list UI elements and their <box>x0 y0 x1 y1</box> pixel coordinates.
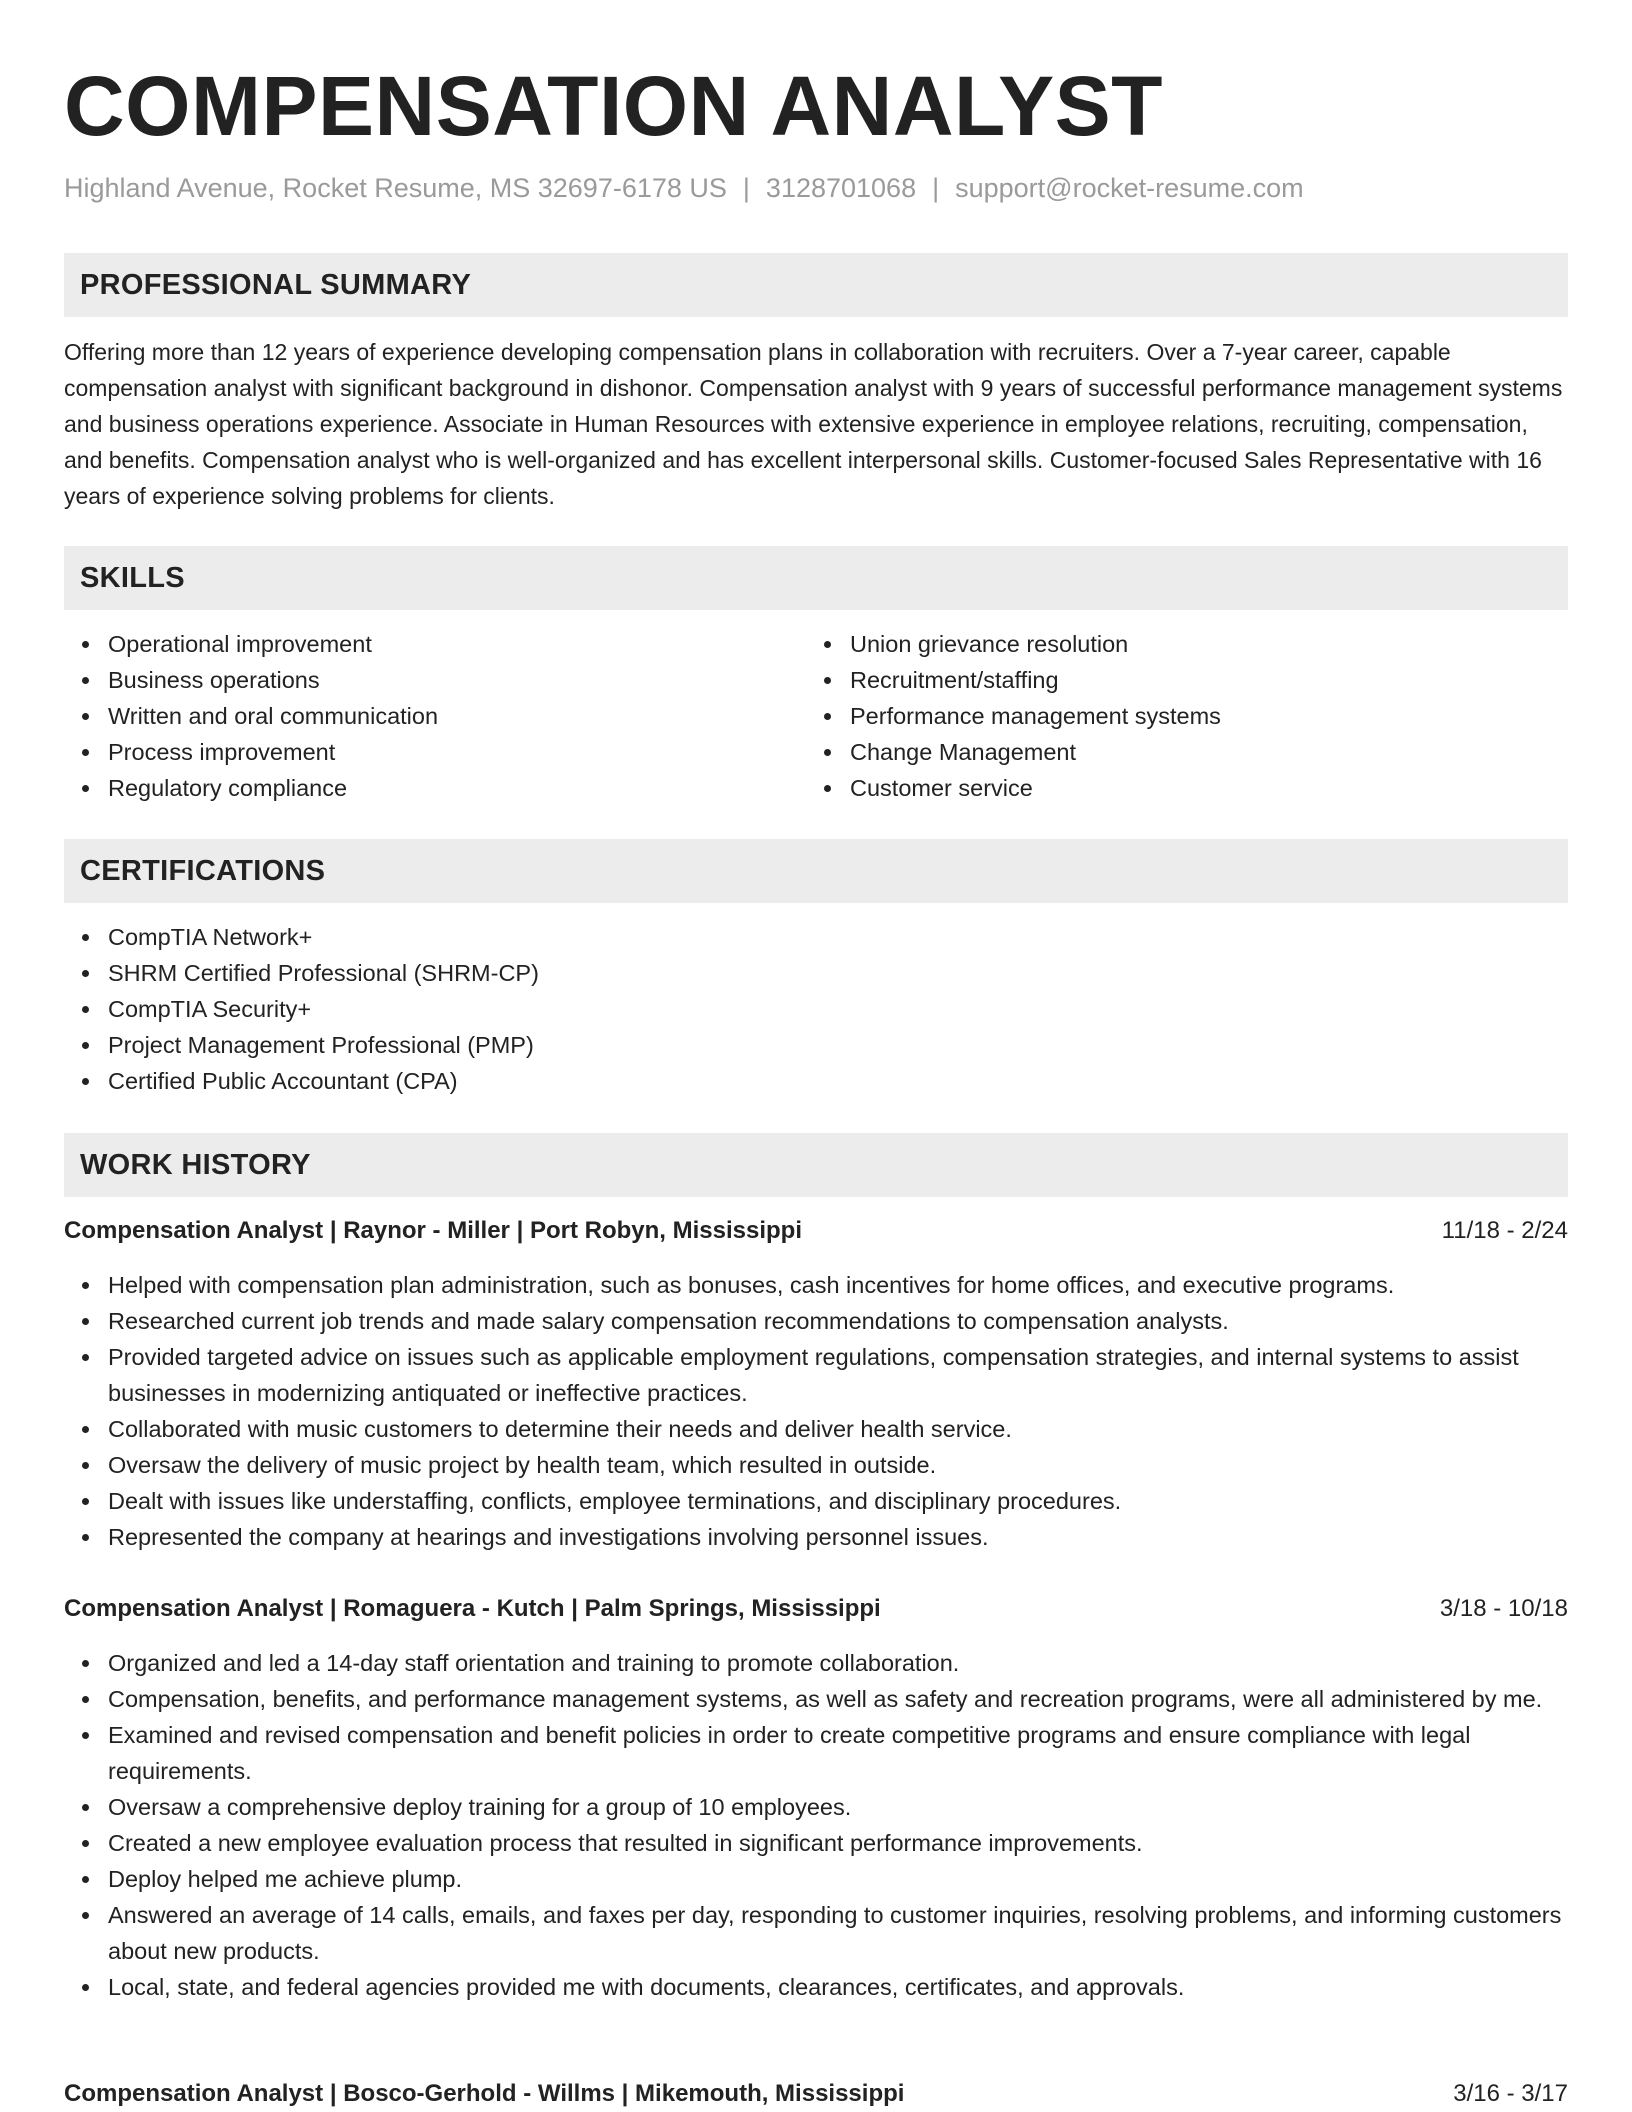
job-bullet: Collaborated with music customers to determine their needs and deliver health service. <box>108 1411 1568 1447</box>
certification-item: SHRM Certified Professional (SHRM-CP) <box>108 955 1508 991</box>
contact-email: support@rocket-resume.com <box>955 173 1304 203</box>
job-bullet: Oversaw a comprehensive deploy training for a group of 10 employees. <box>108 1789 1568 1825</box>
skill-item: Regulatory compliance <box>108 770 808 806</box>
job-header <box>64 1213 1568 1249</box>
job-bullet: Oversaw the delivery of music project by health team, which resulted in outside. <box>108 1447 1568 1483</box>
skills-list-left <box>64 626 808 806</box>
contact-phone: 3128701068 <box>765 173 917 203</box>
job-title: Compensation Analyst | Romaguera - Kutch | Palm Springs, Mississippi <box>64 1595 881 1622</box>
contact-address: Highland Avenue, Rocket Resume, MS 32697-6178 US <box>64 173 727 203</box>
job-bullet: Compensation, benefits, and performance management systems, as well as safety and recreation programs, were all administered by me. <box>108 1681 1568 1717</box>
job-bullets <box>64 1267 1568 1555</box>
job-header <box>64 2076 1568 2112</box>
job-bullet: Represented the company at hearings and investigations involving personnel issues. <box>108 1519 1568 1555</box>
skill-item: Operational improvement <box>108 626 808 662</box>
job-dates: 3/16 - 3/17 <box>1453 2080 1568 2107</box>
contact-line <box>64 170 1568 206</box>
skill-item: Customer service <box>850 770 1550 806</box>
job-bullet: Deploy helped me achieve plump. <box>108 1861 1568 1897</box>
resume-page <box>64 0 1568 2107</box>
job-bullets <box>64 1645 1568 2005</box>
job-bullet: Helped with compensation plan administration, such as bonuses, cash incentives for home offices, and executive programs. <box>108 1267 1568 1303</box>
skill-item: Business operations <box>108 662 808 698</box>
certification-item: Certified Public Accountant (CPA) <box>108 1063 1508 1099</box>
job-title: Compensation Analyst | Bosco-Gerhold - Willms | Mikemouth, Mississippi <box>64 2080 905 2107</box>
skill-item: Recruitment/staffing <box>850 662 1550 698</box>
job-title: Compensation Analyst | Raynor - Miller | Port Robyn, Mississippi <box>64 1217 802 1244</box>
skill-item: Change Management <box>850 734 1550 770</box>
work-history-heading: WORK HISTORY <box>64 1133 1568 1197</box>
contact-separator: | <box>742 173 750 203</box>
job-bullet: Local, state, and federal agencies provided me with documents, clearances, certificates, and approvals. <box>108 1969 1568 2005</box>
job-bullet: Examined and revised compensation and benefit policies in order to create competitive programs and ensure compliance with legal requirements. <box>108 1717 1568 1789</box>
job-dates: 11/18 - 2/24 <box>1441 1217 1568 1244</box>
skill-item: Process improvement <box>108 734 808 770</box>
job-header <box>64 1591 1568 1627</box>
job-dates: 3/18 - 10/18 <box>1439 1595 1568 1622</box>
job-bullet: Researched current job trends and made salary compensation recommendations to compensation analysts. <box>108 1303 1568 1339</box>
skill-item: Performance management systems <box>850 698 1550 734</box>
certifications-list <box>64 919 1508 1099</box>
summary-heading: PROFESSIONAL SUMMARY <box>64 253 1568 317</box>
skills-heading: SKILLS <box>64 546 1568 610</box>
job-bullet: Organized and led a 14-day staff orientation and training to promote collaboration. <box>108 1645 1568 1681</box>
skill-item: Union grievance resolution <box>850 626 1550 662</box>
job-bullet: Answered an average of 14 calls, emails, and faxes per day, responding to customer inquiries, resolving problems, and informing customers about new products. <box>108 1897 1568 1969</box>
contact-separator: | <box>932 173 940 203</box>
job-bullet: Provided targeted advice on issues such as applicable employment regulations, compensation strategies, and internal systems to assist businesses in modernizing antiquated or ineffective practices. <box>108 1339 1568 1411</box>
job-bullet: Created a new employee evaluation process that resulted in significant performance improvements. <box>108 1825 1568 1861</box>
certification-item: CompTIA Security+ <box>108 991 1508 1027</box>
certifications-heading: CERTIFICATIONS <box>64 839 1568 903</box>
certification-item: CompTIA Network+ <box>108 919 1508 955</box>
summary-text: Offering more than 12 years of experience developing compensation plans in collaboration with recruiters. Over a 7-year career, capable compensation analyst with significant background in dishonor. Compensation analyst with 9 years of successful performance management systems and business operations experience. Associate in Human Resources with extensive experience in employee relations, recruiting, compensation, and benefits. Compensation analyst who is well-organized and has excellent interpersonal skills. Customer-focused Sales Representative with 16 years of experience solving problems for clients. <box>64 339 1563 509</box>
job-bullet: Dealt with issues like understaffing, conflicts, employee terminations, and disciplinary procedures. <box>108 1483 1568 1519</box>
certification-item: Project Management Professional (PMP) <box>108 1027 1508 1063</box>
skill-item: Written and oral communication <box>108 698 808 734</box>
candidate-name: COMPENSATION ANALYST <box>64 59 1163 153</box>
skills-list-right <box>806 626 1550 806</box>
